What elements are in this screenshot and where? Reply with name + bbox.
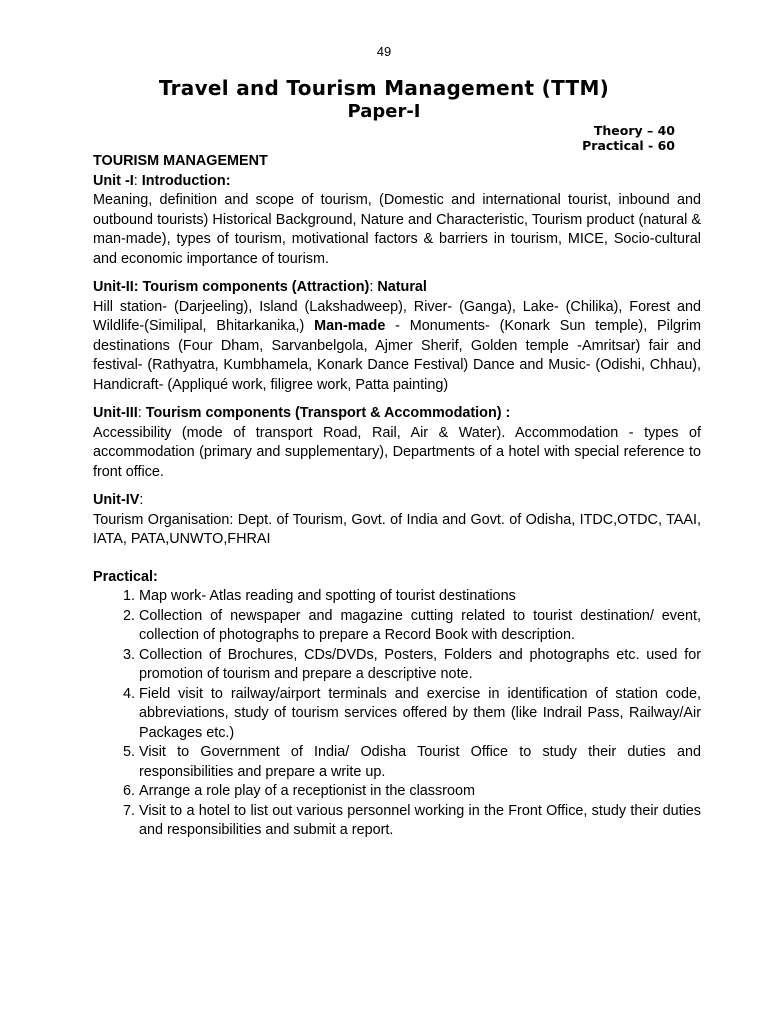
document-body <box>93 152 701 841</box>
list-item: 4. Field visit to railway/airport terminals and exercise in identification of station code, abbreviations, study of tourism services offered by them (like Indrail Pass, Railway/Air Packages etc.) <box>139 685 701 744</box>
unit-4-body: Tourism Organisation: Dept. of Tourism, Govt. of India and Govt. of Odisha, ITDC,OTDC, TAAI, IATA, PATA,UNWTO,FHRAI <box>93 511 701 547</box>
unit-1-heading: Unit -I: Introduction: <box>93 172 231 189</box>
theory-marks: Theory – 40 <box>593 123 675 138</box>
document-subtitle: Paper-I <box>347 101 421 122</box>
practical-marks: Practical - 60 <box>582 138 675 153</box>
list-item: 5. Visit to Government of India/ Odisha Tourist Office to study their duties and responsibilities and prepare a write up. <box>139 743 701 782</box>
unit-3-body: Accessibility (mode of transport Road, Rail, Air & Water). Accommodation - types of accommodation (primary and supplementary), Departments of a hotel with special reference to front office. <box>93 424 701 480</box>
unit-4-heading: Unit-IV: <box>93 492 144 508</box>
unit-2-heading: Unit-II: Tourism components (Attraction): Natural <box>93 279 427 295</box>
marks-block <box>582 123 675 153</box>
page-number: 49 <box>376 44 392 59</box>
list-item: 6. Arrange a role play of a receptionist in the classroom <box>139 782 701 802</box>
unit-3-heading: Unit-III: Tourism components (Transport & Accommodation) : <box>93 405 511 421</box>
practical-list <box>93 587 701 841</box>
practical-heading: Practical: <box>93 568 158 585</box>
list-item: 3. Collection of Brochures, CDs/DVDs, Posters, Folders and photographs etc. used for promotion of tourism and prepare a descriptive note. <box>139 646 701 685</box>
section-title: TOURISM MANAGEMENT <box>93 153 268 169</box>
list-item: 7. Visit to a hotel to list out various personnel working in the Front Office, study their duties and responsibilities and submit a report. <box>139 802 701 841</box>
document-title: Travel and Tourism Management (TTM) <box>158 76 610 100</box>
unit-1-body: Meaning, definition and scope of tourism, (Domestic and international tourist, inbound and outbound tourists) Historical Background, Nature and Characteristic, Tourism product (natural & man-made), types of tourism, motivational factors & barriers in tourism, MICE, Socio-cultural and economic importance of tourism. <box>93 192 701 267</box>
unit-2-body: Hill station- (Darjeeling), Island (Lakshadweep), River- (Ganga), Lake- (Chilika), Forest and Wildlife-(Similipal, Bhitarkanika,) Man-made - Monuments- (Konark Sun temple), Pilgrim destinations (Four Dham, Sarvanbelgola, Ajmer Sherif, Golden temple -Amritsar) fair and festival- (Rathyatra, Kumbhamela, Konark Dance Festival) Dance and Music- (Odishi, Chhau), Handicraft- (Appliqué work, filigree work, Patta painting) <box>93 298 701 393</box>
list-item: 2. Collection of newspaper and magazine cutting related to tourist destination/ event, collection of photographs to prepare a Record Book with description. <box>139 607 701 646</box>
list-item: 1. Map work- Atlas reading and spotting of tourist destinations <box>139 587 701 607</box>
